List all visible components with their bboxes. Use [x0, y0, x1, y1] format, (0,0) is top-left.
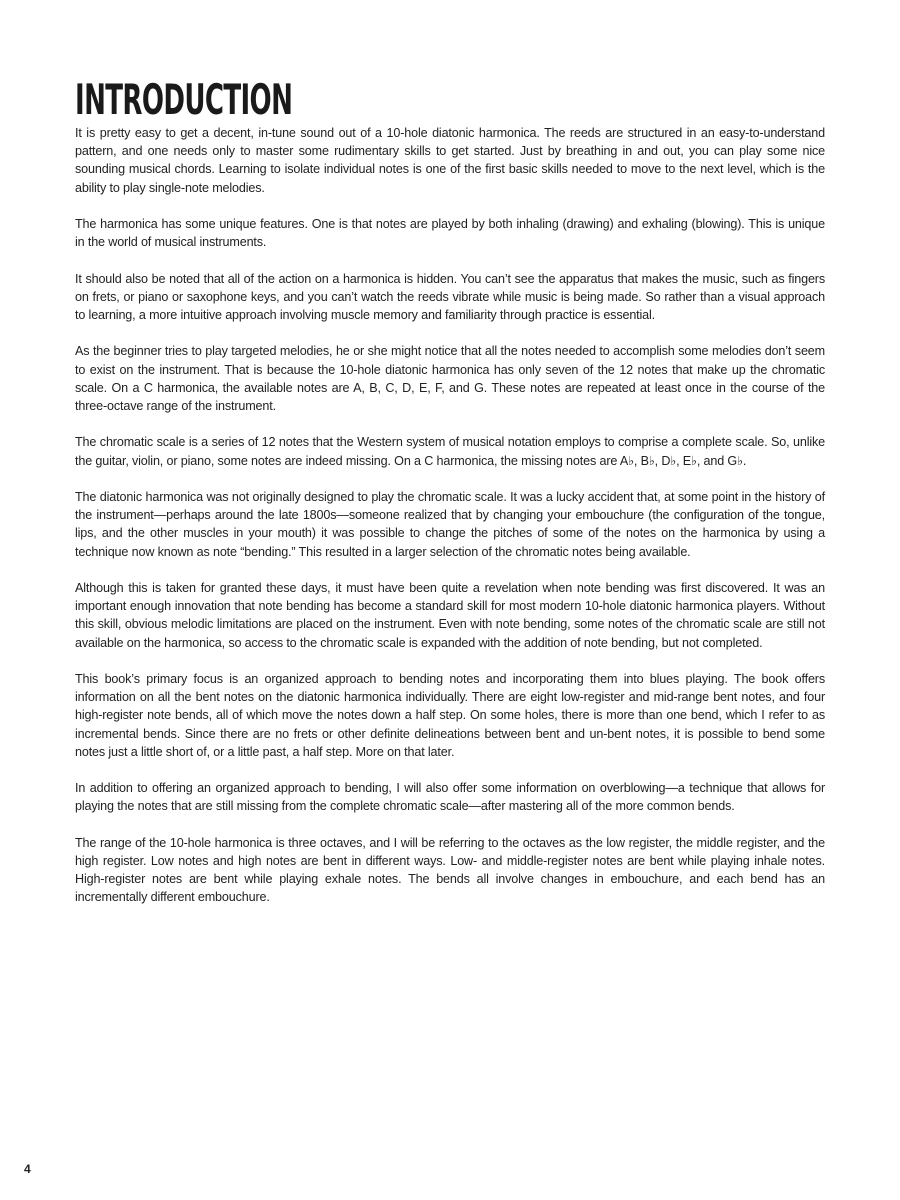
paragraph-1: It is pretty easy to get a decent, in-tune sound out of a 10-hole diatonic harmonica. The reeds are structured in an easy-to-understand pattern, and one needs only to master some rudimentary skills to get started. Just by breathing in and out, you can play some nice sounding musical chords. Learning to isolate individual notes is one of the first basic skills needed to move to the next level, which is the ability to play single-note melodies. [75, 126, 825, 195]
paragraph-3: It should also be noted that all of the action on a harmonica is hidden. You can’t see the apparatus that makes the music, such as fingers on frets, or piano or saxophone keys, and you can’t watch the reeds vibrate while music is being made. So rather than a visual approach to learning, a more intuitive approach involving muscle memory and familiarity through practice is essential. [75, 271, 825, 322]
paragraph-5: The chromatic scale is a series of 12 notes that the Western system of musical notation employs to comprise a complete scale. So, unlike the guitar, violin, or piano, some notes are indeed missing. On a C harmonica, the missing notes are A♭, B♭, D♭, E♭, and G♭. [75, 435, 825, 468]
paragraph-2: The harmonica has some unique features. One is that notes are played by both inhaling (drawing) and exhaling (blowing). This is unique in the world of musical instruments. [75, 217, 825, 250]
paragraph-7: Although this is taken for granted these days, it must have been quite a revelation when note bending was first discovered. It was an important enough innovation that note bending has become a standard skill for most modern 10-hole diatonic harmonica players. Without this skill, obvious melodic limitations are placed on the instrument. Even with note bending, some notes of the chromatic scale are still not available on the harmonica, so access to the chromatic scale is expanded with the addition of note bending, but not completed. [75, 580, 825, 650]
paragraph-9: In addition to offering an organized approach to bending, I will also offer some information on overblowing—a technique that allows for playing the notes that are still missing from the complete chromatic scale—after mastering all of the more common bends. [75, 781, 825, 814]
paragraph-4: As the beginner tries to play targeted melodies, he or she might notice that all the notes needed to accomplish some melodies don’t seem to exist on the instrument. That is because the 10-hole diatonic harmonica has only seven of the 12 notes that make up the chromatic scale. On a C harmonica, the available notes are A, B, C, D, E, F, and G. These notes are repeated at least once in the course of the three-octave range of the instrument. [75, 344, 825, 413]
body-text [75, 124, 825, 907]
page-number: 4 [24, 1162, 31, 1176]
paragraph-8: This book’s primary focus is an organized approach to bending notes and incorporating them into blues playing. The book offers information on all the bent notes on the diatonic harmonica individually. There are eight low-register and mid-range bent notes, and four high-register note bends, all of which move the notes down a half step. On some holes, there is more than one bend, which I refer to as incremental bends. Since there are no frets or other definite delineations between bent and un-bent notes, it is possible to bend some notes just a little short of, or a little past, a half step. More on that later. [75, 671, 825, 759]
page-title: INTRODUCTION [75, 75, 293, 124]
paragraph-10: The range of the 10-hole harmonica is three octaves, and I will be referring to the octaves as the low register, the middle register, and the high register. Low notes and high notes are bent in different ways. Low- and middle-register notes are bent while playing inhale notes. High-register notes are bent while playing exhale notes. The bends all involve changes in embouchure, and each bend has an incrementally different embouchure. [75, 835, 825, 905]
paragraph-6: The diatonic harmonica was not originally designed to play the chromatic scale. It was a lucky accident that, at some point in the history of the instrument—perhaps around the late 1800s—someone realized that by changing your embouchure (the configuration of the tongue, lips, and the other muscles in your mouth) it was possible to change the pitches of some of the notes on the harmonica by using a technique now known as note “bending.” This resulted in a larger selection of the chromatic notes being available. [75, 489, 825, 559]
